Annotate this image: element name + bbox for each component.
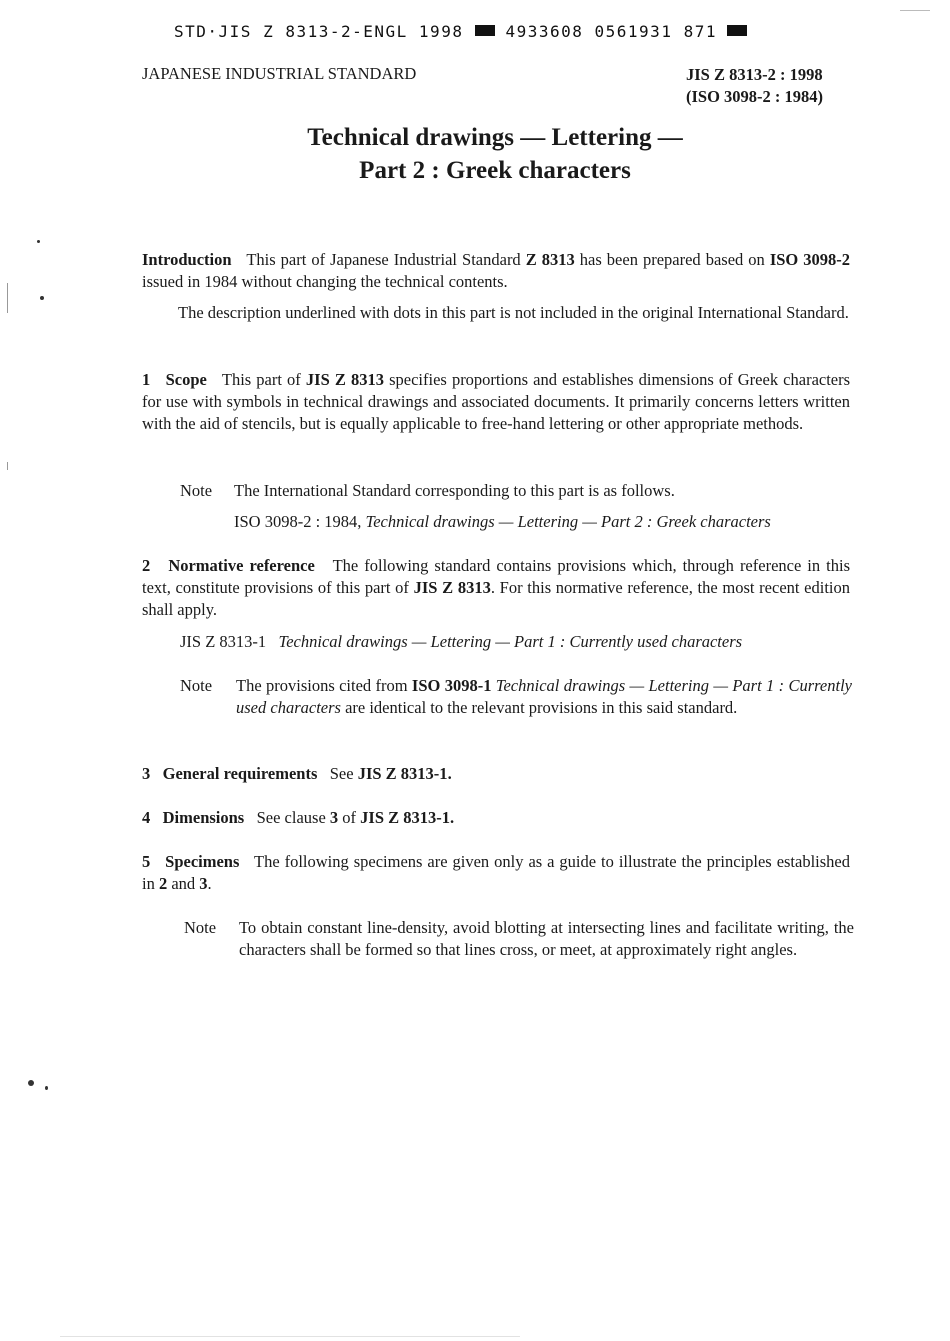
- scan-speck: [37, 240, 40, 243]
- scope-text: This part of: [221, 370, 301, 389]
- serial-code: 4933608 0561931 871: [505, 22, 717, 41]
- title-line-2: Part 2 : Greek characters: [359, 157, 631, 184]
- normative-text: The following standard contains provisions which, through reference in this text, constitute provisions of this part of: [142, 556, 851, 597]
- document-code-stripe: [174, 22, 747, 41]
- scope-note-reference: [234, 511, 771, 533]
- intro-ref: ISO 3098-2: [769, 250, 851, 269]
- section-heading: Specimens: [165, 852, 240, 871]
- section-text: See: [329, 764, 354, 783]
- scope-note: [180, 480, 850, 502]
- section-ref: JIS Z 8313-1: [360, 808, 451, 827]
- intro-text: This part of Japanese Industrial Standard: [246, 250, 521, 269]
- standard-header: JAPANESE INDUSTRIAL STANDARD: [142, 64, 417, 83]
- bottom-scan-line: [60, 1336, 520, 1337]
- intro-text: issued in 1984 without changing the technical contents.: [142, 272, 508, 291]
- intro-heading: Introduction: [142, 250, 232, 269]
- section-ref: JIS Z 8313-1: [357, 764, 448, 783]
- section-number: 3: [142, 764, 151, 783]
- scope-paragraph: [142, 369, 850, 435]
- note-text-part: The provisions cited from: [236, 676, 408, 695]
- general-requirements-paragraph: [142, 763, 850, 785]
- reference-code: ISO 3098-2 : 1984,: [234, 512, 362, 531]
- intro-text: has been prepared based on: [579, 250, 765, 269]
- intro-ref: Z 8313: [525, 250, 575, 269]
- title-line-1: Technical drawings — Lettering —: [307, 124, 683, 151]
- note-text: [236, 675, 852, 719]
- scan-speck: [45, 1086, 48, 1090]
- clause-number: 3: [329, 808, 339, 827]
- scope-ref: JIS Z 8313: [305, 370, 384, 389]
- top-right-rule: [900, 10, 930, 11]
- normative-text: . For this normative reference, the most recent edition shall apply.: [142, 578, 850, 619]
- section-text: The following specimens are given only as a guide to illustrate the principles established in: [142, 852, 851, 893]
- section-text-end: .: [447, 764, 452, 783]
- page-title: [0, 121, 950, 187]
- reference-title: Technical drawings — Lettering — Part 2 : Greek characters: [365, 512, 771, 531]
- scan-speck: [40, 296, 44, 300]
- note-label: Note: [180, 676, 213, 695]
- note-label: Note: [180, 481, 213, 500]
- normative-reference-line: [180, 631, 742, 653]
- document-code: STD·JIS Z 8313-2-ENGL 1998: [174, 22, 464, 41]
- section-text-end: .: [207, 874, 212, 893]
- section-text-end: .: [450, 808, 455, 827]
- dimensions-paragraph: [142, 807, 850, 829]
- normative-ref: JIS Z 8313: [413, 578, 491, 597]
- section-number: 5: [142, 852, 151, 871]
- scan-speck: [28, 1080, 34, 1086]
- section-text: See clause: [256, 808, 326, 827]
- standard-number: [686, 64, 823, 108]
- note-text: To obtain constant line-density, avoid blotting at intersecting lines and facilitate writing, the characters shall be formed so that lines cross, or meet, at approximately right angles.: [239, 918, 854, 959]
- iso-number: (ISO 3098-2 : 1984): [686, 87, 824, 106]
- specimens-paragraph: [142, 851, 850, 895]
- note-text: The International Standard corresponding to this part is as follows.: [234, 481, 675, 500]
- black-bar-mark: [727, 25, 747, 36]
- reference-code: JIS Z 8313-1: [180, 632, 267, 651]
- section-heading: Scope: [165, 370, 207, 389]
- reference-title: Technical drawings — Lettering — Part 1 : Currently used characters: [278, 632, 743, 651]
- scope-text: specifies proportions and establishes dimensions of Greek characters for use with symbols in technical drawings and associated documents. It primarily concerns letters written with the aid of stencils, but is equally applicable to free-hand lettering or other appropriate methods.: [142, 370, 851, 433]
- section-number: 4: [142, 808, 151, 827]
- scan-mark: [7, 462, 8, 470]
- section-number: 2: [142, 556, 151, 575]
- section-heading: General requirements: [162, 764, 318, 783]
- jis-number: JIS Z 8313-2 : 1998: [686, 65, 823, 84]
- black-bar-mark: [475, 25, 495, 36]
- normative-paragraph: [142, 555, 850, 621]
- section-heading: Normative reference: [168, 556, 315, 575]
- note-label: Note: [184, 918, 217, 937]
- section-text: of: [342, 808, 357, 827]
- clause-number: 2: [158, 874, 168, 893]
- section-text: and: [171, 874, 196, 893]
- intro-note-paragraph: The description underlined with dots in this part is not included in the original International Standard.: [178, 303, 849, 322]
- section-heading: Dimensions: [162, 808, 245, 827]
- note-text-part: are identical to the relevant provisions in this said standard.: [345, 698, 738, 717]
- intro-paragraph: [142, 249, 850, 293]
- normative-note: [180, 675, 852, 719]
- specimens-note: [184, 917, 854, 961]
- section-number: 1: [142, 370, 151, 389]
- note-ref: ISO 3098-1: [411, 676, 492, 695]
- note-title: Technical drawings — Lettering — Part 1 : Currently used characters: [236, 676, 852, 717]
- scan-mark: [7, 283, 8, 313]
- clause-number: 3: [199, 874, 208, 893]
